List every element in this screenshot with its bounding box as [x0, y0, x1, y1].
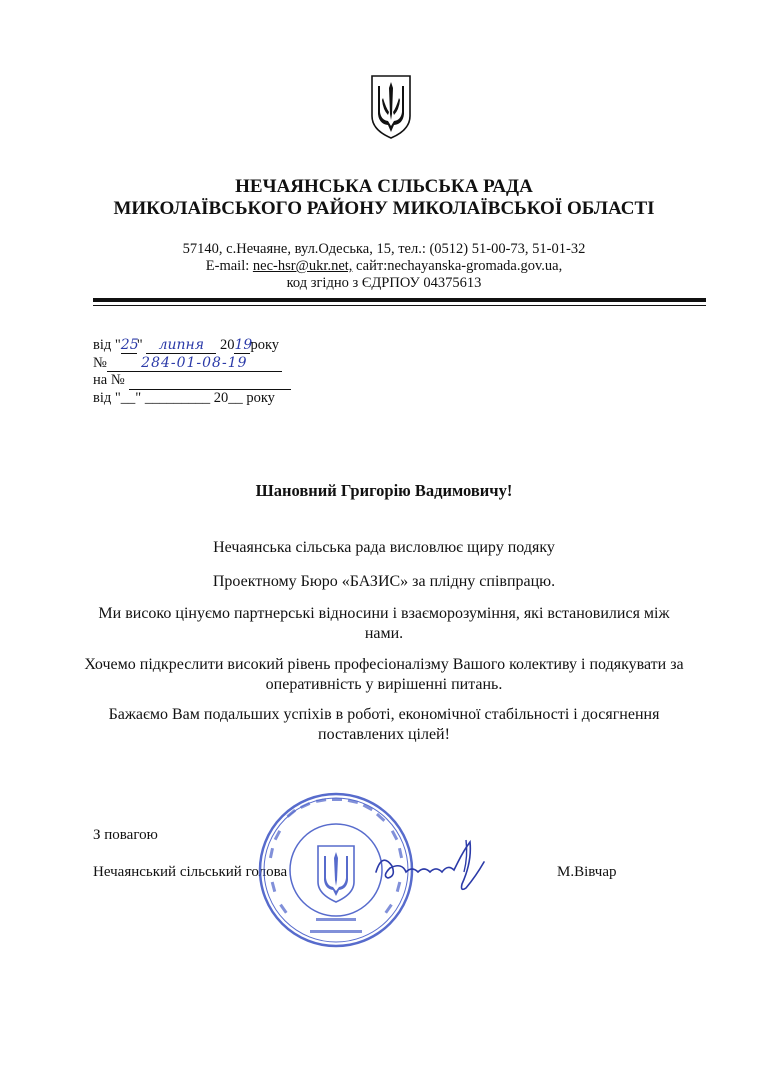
ref-prefix: на № [93, 372, 125, 388]
ukraine-trident-icon [370, 74, 412, 140]
email-link[interactable]: nec-hsr@ukr.net, [252, 258, 353, 274]
email-label: E-mail: [205, 258, 253, 274]
date-prefix: від " [93, 337, 121, 353]
body-paragraph-5: Бажаємо Вам подальших успіхів в роботі, економічної стабільності і досягнення поставлених цілей! [108, 706, 660, 743]
date-suffix: року [250, 337, 280, 353]
date-month: липня [146, 337, 216, 354]
salutation: Шановний Григорію Вадимовичу! [255, 481, 513, 500]
body-paragraph-2: Проектному Бюро «БАЗИС» за плідну співпрацю. [212, 573, 556, 590]
org-email-site [0, 258, 768, 275]
outgoing-number [93, 355, 282, 372]
signatory-title: Нечаянський сільський голова [93, 864, 288, 880]
handwritten-signature [372, 832, 490, 902]
signatory-name: М.Вівчар [557, 864, 617, 880]
date-year: 19 [234, 337, 253, 353]
org-address: 57140, с.Нечаяне, вул.Одеська, 15, тел.: (0512) 51-00-73, 51-01-32 [182, 241, 586, 257]
body-paragraph-3: Ми високо цінуємо партнерські відносини і взаєморозуміння, які встановилися між нами. [98, 605, 670, 642]
org-name-line2: МИКОЛАЇВСЬКОГО РАЙОНУ МИКОЛАЇВСЬКОЇ ОБЛАСТІ [113, 198, 655, 219]
number-prefix: № [93, 355, 107, 371]
org-name-line1: НЕЧАЯНСЬКА СІЛЬСЬКА РАДА [235, 176, 533, 197]
closing-phrase: З повагою [93, 827, 158, 843]
number-value: 284-01-08-19 [107, 355, 282, 372]
date-day: 25 [120, 337, 139, 353]
incoming-ref-date: від "__" _________ 20__ року [93, 390, 275, 406]
outgoing-date [93, 337, 279, 354]
letterhead-divider-thick [93, 298, 706, 302]
body-paragraph-4: Хочемо підкреслити високий рівень професіоналізму Вашого колективу і подякувати за оперативність у вирішенні питань. [84, 656, 684, 693]
org-edrpou: код згідно з ЄДРПОУ 04375613 [286, 275, 482, 291]
date-mid: " [136, 337, 147, 353]
site-text: сайт:nechayanska-gromada.gov.ua, [352, 258, 563, 274]
letterhead-divider-thin [93, 305, 706, 306]
body-paragraph-1: Нечаянська сільська рада висловлює щиру подяку [213, 539, 555, 556]
date-year-prefix: 20 [216, 337, 235, 353]
incoming-ref [93, 372, 291, 390]
